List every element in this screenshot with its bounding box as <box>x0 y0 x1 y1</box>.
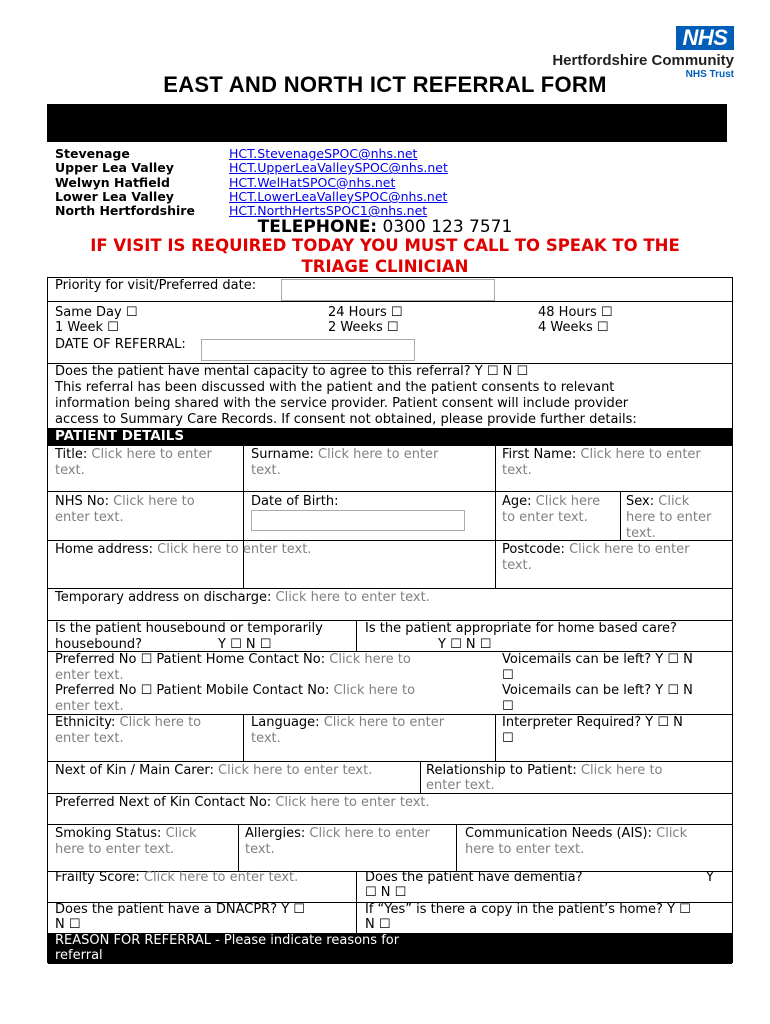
dementia-y[interactable]: Y <box>706 870 714 885</box>
header-bar <box>47 104 727 142</box>
housebound-question: housebound? <box>55 637 143 652</box>
placeholder: Click here to <box>113 494 195 509</box>
divider <box>48 793 732 794</box>
placeholder: Click here to enter <box>569 542 690 557</box>
placeholder: Click here to <box>329 652 411 667</box>
col-divider <box>620 491 621 540</box>
opt-2-weeks[interactable]: 2 Weeks ☐ <box>328 320 399 335</box>
language-label: Language: <box>251 715 320 730</box>
nok-field[interactable] <box>55 763 372 779</box>
priority-label: Priority for visit/Preferred date: <box>55 278 257 293</box>
placeholder: here to enter <box>626 510 712 525</box>
placeholder: text. <box>55 463 85 478</box>
sex-label: Sex: <box>626 494 655 509</box>
date-of-referral-label: DATE OF REFERRAL: <box>55 337 186 352</box>
spoc-email-link[interactable]: HCT.UpperLeaValleySPOC@nhs.net <box>229 160 448 176</box>
spoc-area: Upper Lea Valley <box>55 160 174 176</box>
placeholder: text. <box>502 463 532 478</box>
smoking-label: Smoking Status: <box>55 826 162 841</box>
opt-1-week[interactable]: 1 Week ☐ <box>55 320 119 335</box>
spoc-email-link[interactable]: HCT.WelHatSPOC@nhs.net <box>229 174 396 190</box>
placeholder: Click here to enter text. <box>143 870 299 885</box>
nok-label: Next of Kin / Main Carer: <box>55 763 214 778</box>
spoc-email-link[interactable]: HCT.LowerLeaValleySPOC@nhs.net <box>229 188 448 204</box>
title-label: Title: <box>55 447 88 462</box>
postcode-label: Postcode: <box>502 542 565 557</box>
placeholder: enter text. <box>55 699 124 714</box>
housebound-yn[interactable]: Y ☐ N ☐ <box>218 637 272 652</box>
placeholder: enter text. <box>55 668 124 683</box>
age-field[interactable] <box>502 494 600 510</box>
mobile-contact-field[interactable] <box>55 683 415 699</box>
dob-input[interactable] <box>251 510 465 531</box>
placeholder: Click here to enter <box>580 447 701 462</box>
nhs-label: NHS No: <box>55 494 109 509</box>
spoc-area: North Hertfordshire <box>55 203 195 219</box>
firstname-field[interactable] <box>502 447 701 463</box>
telephone <box>0 217 770 237</box>
ethnicity-label: Ethnicity: <box>55 715 116 730</box>
placeholder: Click here to enter text. <box>275 795 430 810</box>
placeholder: Click here to enter <box>309 826 430 841</box>
placeholder: text. <box>251 463 281 478</box>
age-label: Age: <box>502 494 532 509</box>
checkbox[interactable]: ☐ <box>502 731 514 746</box>
nhs-no-field[interactable] <box>55 494 195 510</box>
placeholder: enter text. <box>426 778 495 793</box>
col-divider <box>238 824 239 871</box>
placeholder: Click here to <box>333 683 416 698</box>
placeholder: Click <box>656 826 688 841</box>
section-title: PATIENT DETAILS <box>55 428 185 444</box>
placeholder: text. <box>251 731 281 746</box>
temp-address-field[interactable] <box>55 590 430 606</box>
placeholder: text. <box>626 526 656 541</box>
housebound-question: Is the patient housebound or temporarily <box>55 621 323 636</box>
voicemail-mobile[interactable]: Voicemails can be left? Y ☐ N <box>502 683 693 698</box>
col-divider <box>243 714 244 761</box>
dnacpr-copy-n[interactable]: N ☐ <box>365 917 391 932</box>
surname-field[interactable] <box>251 447 438 463</box>
smoking-field[interactable] <box>55 826 197 842</box>
relationship-label: Relationship to Patient: <box>426 763 577 778</box>
capacity-question[interactable]: Does the patient have mental capacity to agree to this referral? Y ☐ N ☐ <box>55 364 529 379</box>
placeholder: Click here to enter <box>91 447 212 462</box>
placeholder: Click here to enter text. <box>218 763 373 778</box>
allergies-field[interactable] <box>245 826 430 842</box>
spoc-area: Lower Lea Valley <box>55 188 174 204</box>
warning-line: IF VISIT IS REQUIRED TODAY YOU MUST CALL TO SPEAK TO THE <box>90 236 680 255</box>
warning-line: TRIAGE CLINICIAN <box>301 256 469 276</box>
dnacpr-copy-question[interactable]: If “Yes” is there a copy in the patient’s home? Y ☐ <box>365 902 691 917</box>
opt-24-hours[interactable]: 24 Hours ☐ <box>328 305 403 320</box>
spoc-email-link[interactable]: HCT.StevenageSPOC@nhs.net <box>229 146 418 161</box>
checkbox[interactable]: ☐ <box>502 699 514 714</box>
placeholder: Click here to enter <box>323 715 445 730</box>
col-divider <box>495 714 496 761</box>
postcode-field[interactable] <box>502 542 689 558</box>
placeholder: text. <box>245 842 275 857</box>
dnacpr-question[interactable]: Does the patient have a DNACPR? Y ☐ <box>55 902 305 917</box>
nok-contact-label: Preferred Next of Kin Contact No: <box>55 795 272 810</box>
address-label: Home address: <box>55 542 153 557</box>
date-of-referral-input[interactable] <box>201 339 415 361</box>
dementia-question: Does the patient have dementia? <box>365 870 583 885</box>
preferred-no-check[interactable]: Preferred No ☐ <box>55 652 153 667</box>
col-divider <box>243 446 244 588</box>
placeholder: Click here to enter text. <box>157 542 312 557</box>
mobile-contact-label: Patient Mobile Contact No: <box>156 683 330 698</box>
title-field[interactable] <box>55 447 212 463</box>
divider <box>48 301 732 302</box>
surname-label: Surname: <box>251 447 314 462</box>
referral-form <box>47 277 733 963</box>
temp-address-label: Temporary address on discharge: <box>55 590 272 605</box>
ethnicity-field[interactable] <box>55 715 201 731</box>
org-name: Hertfordshire Community <box>552 52 734 69</box>
reason-header <box>48 933 732 964</box>
language-field[interactable] <box>251 715 444 731</box>
placeholder: Click here to enter text. <box>275 590 430 605</box>
home-contact-field[interactable] <box>55 652 411 668</box>
col-divider <box>356 620 357 651</box>
col-divider <box>495 540 496 588</box>
spoc-areas <box>55 147 195 218</box>
placeholder: Click here to enter <box>318 447 439 462</box>
placeholder: Click here to <box>580 763 663 778</box>
preferred-no-check[interactable]: Preferred No ☐ <box>55 683 153 698</box>
dnacpr-n[interactable]: N ☐ <box>55 917 81 932</box>
org-sub: NHS Trust <box>685 69 734 80</box>
col-divider <box>420 761 421 793</box>
reason-title: referral <box>55 948 103 963</box>
placeholder: enter text. <box>55 731 124 746</box>
placeholder: Click here to <box>119 715 202 730</box>
consent-text: This referral has been discussed with the patient and the patient consents to relevant <box>55 380 615 395</box>
sex-field[interactable] <box>626 494 689 510</box>
home-based-yn[interactable]: Y ☐ N ☐ <box>438 637 492 652</box>
consent-text: information being shared with the service provider. Patient consent will include provider <box>55 396 629 411</box>
urgent-warning <box>40 236 730 277</box>
dob-label: Date of Birth: <box>251 494 339 509</box>
divider <box>48 761 732 762</box>
home-address-field[interactable] <box>55 542 311 558</box>
spoc-area: Stevenage <box>55 146 130 161</box>
opt-same-day[interactable]: Same Day ☐ <box>55 305 138 320</box>
home-based-question: Is the patient appropriate for home based care? <box>365 621 677 636</box>
firstname-label: First Name: <box>502 447 577 462</box>
home-contact-label: Patient Home Contact No: <box>156 652 326 667</box>
section-header <box>48 429 732 446</box>
comm-label: Communication Needs (AIS): <box>465 826 652 841</box>
placeholder: Click <box>658 494 690 509</box>
dementia-yn[interactable]: ☐ N ☐ <box>365 885 407 900</box>
allergies-label: Allergies: <box>245 826 306 841</box>
divider <box>48 824 732 825</box>
telephone-number: 0300 123 7571 <box>382 217 513 237</box>
frailty-field[interactable] <box>55 870 298 886</box>
reason-title: REASON FOR REFERRAL - Please indicate reasons for <box>55 933 400 948</box>
opt-48-hours[interactable]: 48 Hours ☐ <box>538 305 613 320</box>
col-divider <box>456 824 457 871</box>
comm-needs-field[interactable] <box>465 826 687 842</box>
placeholder: here to enter text. <box>55 842 175 857</box>
nok-contact-field[interactable] <box>55 795 430 811</box>
frailty-label: Frailty Score: <box>55 870 140 885</box>
telephone-label: TELEPHONE: <box>257 217 378 237</box>
checkbox[interactable]: ☐ <box>502 668 514 683</box>
col-divider <box>356 871 357 933</box>
spoc-area: Welwyn Hatfield <box>55 174 170 190</box>
placeholder: text. <box>502 558 532 573</box>
divider <box>48 491 732 492</box>
relationship-field[interactable] <box>426 763 663 779</box>
placeholder: Click <box>165 826 197 841</box>
divider <box>48 588 732 589</box>
placeholder: here to enter text. <box>465 842 585 857</box>
voicemail-home[interactable]: Voicemails can be left? Y ☐ N <box>502 652 693 667</box>
nhs-logo: NHS <box>676 26 734 50</box>
spoc-emails <box>229 147 448 218</box>
placeholder: Click here <box>535 494 601 509</box>
placeholder: enter text. <box>55 510 124 525</box>
spoc-email-link[interactable]: HCT.NorthHertsSPOC1@nhs.net <box>229 203 428 219</box>
consent-text: access to Summary Care Records. If consent not obtained, please provide further details: <box>55 412 637 427</box>
opt-4-weeks[interactable]: 4 Weeks ☐ <box>538 320 609 335</box>
placeholder: to enter text. <box>502 510 588 525</box>
preferred-date-input[interactable] <box>281 279 495 301</box>
interpreter-yn[interactable]: Interpreter Required? Y ☐ N <box>502 715 683 730</box>
page-title: EAST AND NORTH ICT REFERRAL FORM <box>163 72 607 97</box>
